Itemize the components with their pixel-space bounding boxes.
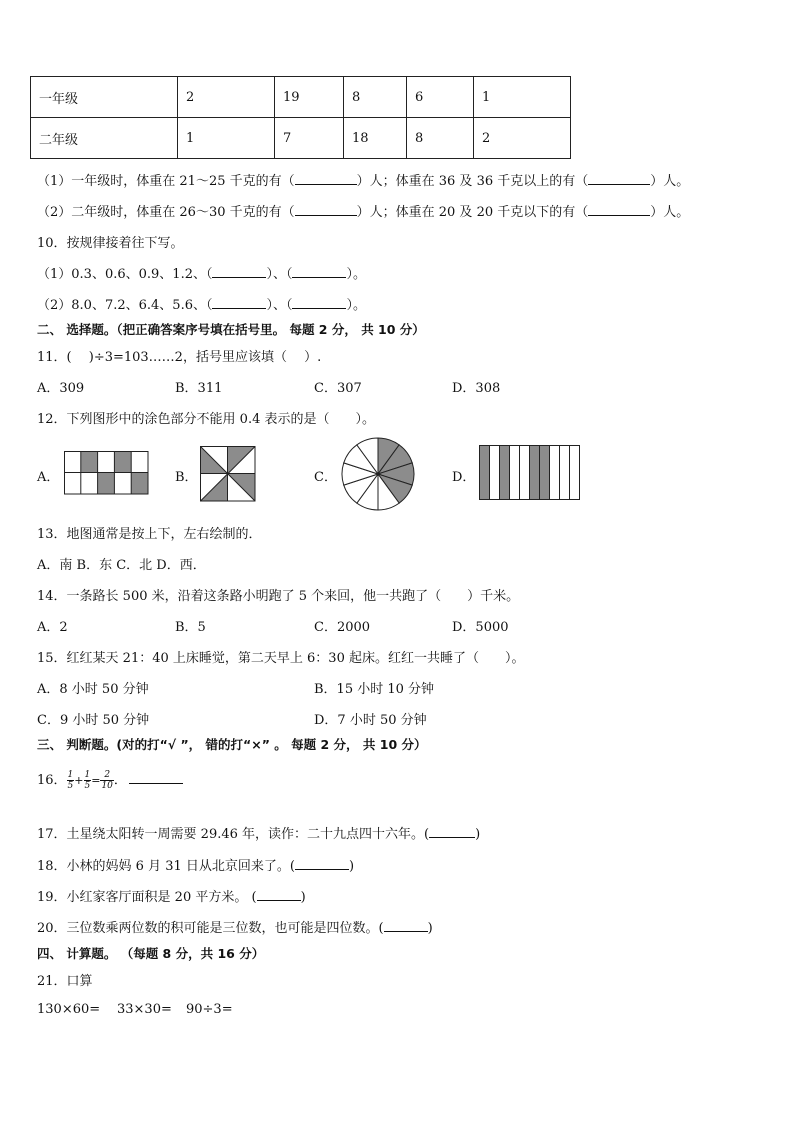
q10-title: 10．按规律接着往下写。 (37, 236, 184, 251)
q17-close: ) (475, 827, 481, 842)
answer-blank[interactable] (588, 202, 650, 216)
answer-blank[interactable] (257, 887, 301, 901)
q19-text: 19．小红家客厅面积是 20 平方米。 ( (37, 890, 257, 905)
shaded-strip (540, 446, 550, 500)
section-3-title: 三、 判断题。(对的打“√ ”， 错的打“×” 。 每题 2 分， 共 10 分） (37, 737, 427, 752)
q16-number: 16． (37, 773, 67, 788)
q18-text: 18．小林的妈妈 6 月 31 日从北京回来了。( (37, 859, 295, 874)
table-row (31, 118, 571, 159)
q10-part2 (37, 294, 366, 313)
table-cell: 1 (178, 118, 275, 159)
fraction: $\frac{1}{5}$ (84, 770, 91, 791)
figure-b-square[interactable] (200, 446, 256, 502)
q17-text: 17．土星绕太阳转一周需要 29.46 年，读作：二十九点四十六年。( (37, 827, 430, 842)
table-cell: 7 (275, 118, 344, 159)
q9-p2-text-a: （2）二年级时，体重在 26～30 千克的有（ (37, 205, 295, 220)
q21-item: 130×60= (37, 1002, 101, 1017)
figure-d-strips[interactable] (479, 445, 581, 501)
q10-sep: ）、（ (266, 298, 293, 313)
table-cell: 18 (344, 118, 407, 159)
table-cell: 2 (474, 118, 571, 159)
plus-sign: + (74, 774, 84, 787)
answer-blank[interactable] (384, 918, 428, 932)
q9-part1 (37, 170, 689, 189)
table-cell: 1 (474, 77, 571, 118)
q14-option-c[interactable]: C．2000 (314, 620, 371, 635)
section-2-title: 二、 选择题。（把正确答案序号填在括号里。 每题 2 分， 共 10 分） (37, 322, 425, 337)
q18-statement (37, 855, 354, 874)
table-cell: 8 (407, 118, 474, 159)
answer-blank[interactable] (295, 202, 357, 216)
q21-title: 21．口算 (37, 974, 93, 989)
q14-stem: 14．一条路长 500 米，沿着这条路小明跑了 5 个来回，他一共跑了（ ）千米。 (37, 589, 520, 604)
q9-part2 (37, 201, 689, 220)
q19-close: ) (300, 890, 306, 905)
answer-blank[interactable] (212, 295, 266, 309)
fraction: $\frac{2}{10}$ (101, 770, 113, 791)
shaded-strip (530, 446, 540, 500)
q10-p2-text: （2）8.0、7.2、6.4、5.6、（ (37, 298, 213, 313)
shaded-strip (500, 446, 510, 500)
table-cell: 19 (275, 77, 344, 118)
q15-option-d[interactable]: D．7 小时 50 分钟 (314, 713, 427, 728)
shaded-cell (98, 473, 115, 495)
q14-option-a[interactable]: A．2 (37, 620, 68, 635)
q12-label-a[interactable]: A． (37, 470, 60, 485)
q20-statement (37, 917, 433, 936)
q14-option-b[interactable]: B．5 (175, 620, 206, 635)
q15-option-c[interactable]: C．9 小时 50 分钟 (37, 713, 150, 728)
answer-blank[interactable] (292, 295, 346, 309)
table-row (31, 77, 571, 118)
figure-c-circle[interactable] (341, 437, 415, 511)
answer-blank[interactable] (212, 264, 266, 278)
q21-item: 90÷3= (186, 1002, 233, 1017)
answer-blank[interactable] (429, 824, 475, 838)
q10-end: ）。 (346, 267, 366, 282)
q16-dot: ． (113, 773, 127, 788)
q15-stem: 15．红红某天 21：40 上床睡觉，第二天早上 6：30 起床。红红一共睡了（ ）。 (37, 651, 525, 666)
equals-sign: = (91, 774, 101, 787)
q9-p1-text-b: ）人；体重在 36 及 36 千克以上的有（ (356, 174, 589, 189)
q11-stem: 11．( )÷3=103……2，括号里应该填（ ）. (37, 350, 322, 365)
q20-text: 20．三位数乘两位数的积可能是三位数，也可能是四位数。( (37, 921, 384, 936)
shaded-cell (114, 451, 131, 473)
q20-close: ) (427, 921, 433, 936)
q13-stem: 13．地图通常是按上下，左右绘制的． (37, 527, 262, 542)
table-cell: 一年级 (31, 77, 178, 118)
table-cell: 6 (407, 77, 474, 118)
q16-statement (37, 770, 183, 792)
q11-option-a[interactable]: A．309 (37, 381, 85, 396)
q13-options[interactable]: A．南 B．东 C．北 D．西． (37, 558, 206, 573)
answer-blank[interactable] (295, 856, 349, 870)
q9-p1-text-c: ）人。 (650, 174, 690, 189)
q9-p2-text-b: ）人；体重在 20 及 20 千克以下的有（ (356, 205, 589, 220)
fraction: $\frac{1}{5}$ (67, 770, 74, 791)
answer-blank[interactable] (292, 264, 346, 278)
q18-close: ) (348, 859, 355, 874)
q12-label-b[interactable]: B． (175, 470, 198, 485)
q15-option-b[interactable]: B．15 小时 10 分钟 (314, 682, 435, 697)
shaded-cell (131, 473, 148, 495)
q11-option-c[interactable]: C．307 (314, 381, 362, 396)
weight-table (30, 76, 571, 159)
answer-blank[interactable] (588, 171, 650, 185)
figure-a-grid[interactable] (64, 451, 149, 495)
shaded-cell (81, 451, 98, 473)
q15-option-a[interactable]: A．8 小时 50 分钟 (37, 682, 149, 697)
q10-p1-text: （1）0.3、0.6、0.9、1.2、（ (37, 267, 213, 282)
q14-option-d[interactable]: D．5000 (452, 620, 509, 635)
q21-item: 33×30= (117, 1002, 172, 1017)
table-cell: 2 (178, 77, 275, 118)
q19-statement (37, 886, 306, 905)
q10-end: ）。 (346, 298, 366, 313)
q9-p2-text-c: ）人。 (650, 205, 690, 220)
table-cell: 二年级 (31, 118, 178, 159)
q12-label-d[interactable]: D． (452, 470, 476, 485)
answer-blank[interactable] (295, 171, 357, 185)
answer-blank[interactable] (129, 770, 183, 784)
q17-statement (37, 823, 480, 842)
q11-option-d[interactable]: D．308 (452, 381, 501, 396)
table-cell: 8 (344, 77, 407, 118)
q10-sep: ）、（ (266, 267, 293, 282)
q11-option-b[interactable]: B．311 (175, 381, 223, 396)
shaded-strip (480, 446, 490, 500)
q9-p1-text-a: （1）一年级时，体重在 21～25 千克的有（ (37, 174, 295, 189)
q12-stem: 12．下列图形中的涂色部分不能用 0.4 表示的是（ ）。 (37, 412, 375, 427)
q12-label-c[interactable]: C． (314, 470, 337, 485)
q10-part1 (37, 263, 366, 282)
section-4-title: 四、 计算题。 （每题 8 分，共 16 分） (37, 946, 265, 961)
